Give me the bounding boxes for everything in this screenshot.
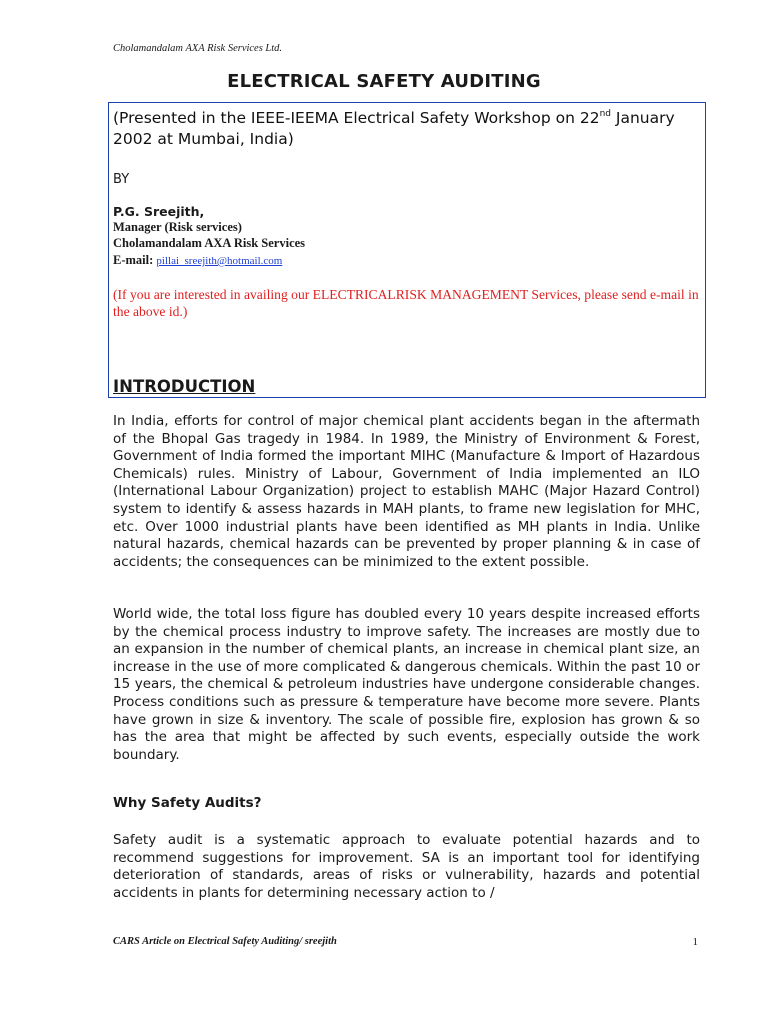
presented-superscript: nd [599,109,611,119]
author-organization: Cholamandalam AXA Risk Services [113,236,306,250]
document-title: ELECTRICAL SAFETY AUDITING [227,71,541,92]
email-link[interactable]: pillai_sreejith@hotmail.com [156,255,283,267]
email-row [113,253,282,268]
presented-tail: January 2002 at Mumbai, India) [113,109,675,148]
why-safety-audits-heading: Why Safety Audits? [113,795,262,811]
author-role: Manager (Risk services) [113,220,242,234]
email-label: E-mail: [113,253,154,267]
author-name: P.G. Sreejith, [113,204,205,219]
safety-audit-paragraph: Safety audit is a systematic approach to evaluate potential hazards and to recommend suggestions for improvement. SA is an important tool for identifying deterioration of standards, areas of risks or vulnerability, hazards and potential accidents in plants for determining necessary action to / [113,832,700,901]
introduction-heading: INTRODUCTION [113,377,256,396]
introduction-paragraph-1: In India, efforts for control of major chemical plant accidents began in the aftermath of the Bhopal Gas tragedy in 1984. In 1989, the Ministry of Environment & Forest, Government of India formed the important MIHC (Manufacture & Import of Hazardous Chemicals) rules. Ministry of Labour, Government of India implemented an ILO (International Labour Organization) project to establish MAHC (Major Hazard Control) system to identify & assess hazards in MAH plants, to frame new legislation for MHC, etc. Over 1000 industrial plants have been identified as MH plants in India. Unlike natural hazards, chemical hazards can be prevented by proper planning & in case of accidents; the consequences can be minimized to the extent possible. [113,413,700,570]
presented-main: (Presented in the IEEE-IEEMA Electrical Safety Workshop on 22 [113,109,600,127]
by-label: BY [113,172,130,187]
services-notice: (If you are interested in availing our ELECTRICALRISK MANAGEMENT Services, please send e-mail in the above id.) [113,287,699,319]
introduction-paragraph-2: World wide, the total loss figure has doubled every 10 years despite increased efforts by the chemical process industry to improve safety. The increases are mostly due to an expansion in the number of chemical plants, an increase in chemical plant size, an increase in the use of more complicated & dangerous chemicals. Within the past 10 or 15 years, the chemical & petroleum industries have undergone considerable changes. Process conditions such as pressure & temperature have become more severe. Plants have grown in size & inventory. The scale of possible fire, explosion has grown & so has the area that might be affected by such events, especially outside the work boundary. [113,606,700,763]
page-number: 1 [692,936,698,948]
running-footer: CARS Article on Electrical Safety Auditing/ sreejith [113,936,337,947]
presented-at-text [113,108,698,150]
running-header: Cholamandalam AXA Risk Services Ltd. [113,43,283,54]
